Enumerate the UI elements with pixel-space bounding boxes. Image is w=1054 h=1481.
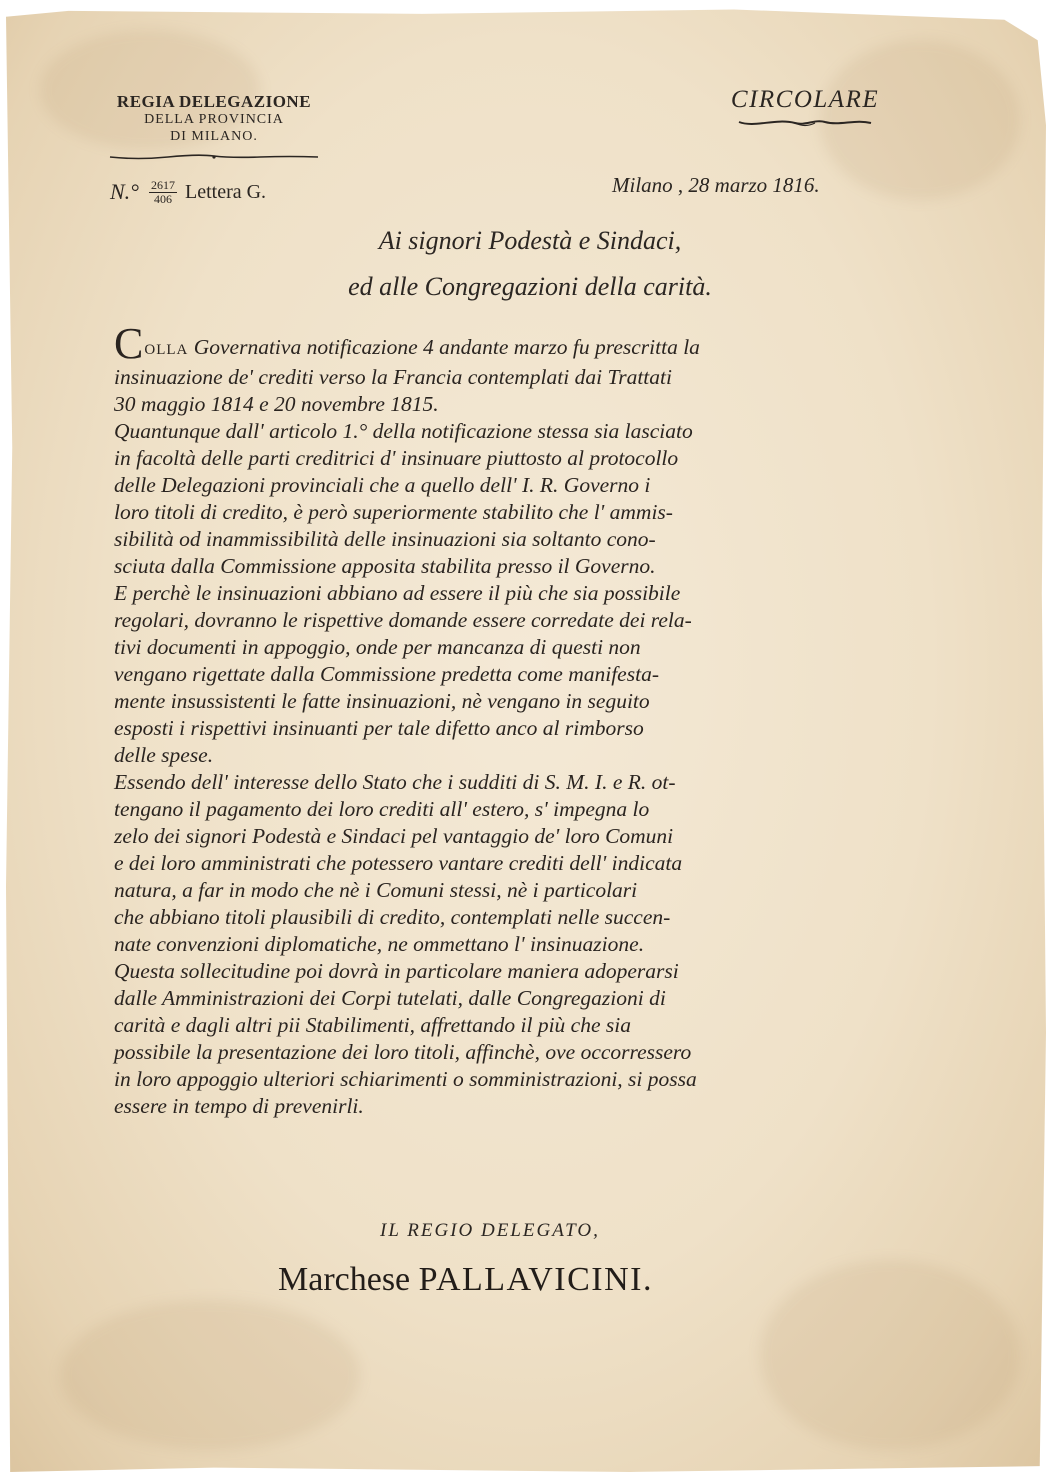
protocol-number	[110, 172, 266, 212]
office-line-3: DI MILANO.	[170, 129, 258, 144]
body-line: delle spese.	[114, 743, 214, 767]
circular-body	[114, 319, 914, 1120]
body-line: e dei loro amministrati che potessero vantare crediti dell' indicata	[114, 851, 683, 875]
place-date: Milano , 28 marzo 1816.	[612, 173, 820, 197]
place: Milano	[612, 173, 673, 197]
body-line: dalle Amministrazioni dei Corpi tutelati, dalle Congregazioni di	[114, 986, 666, 1010]
signatory-title: IL REGIO DELEGATO,	[380, 1220, 600, 1241]
body-line: tivi documenti in appoggio, onde per mancanza di questi non	[114, 635, 641, 659]
flourish-ornament	[735, 116, 875, 130]
body-line: vengano rigettate dalla Commissione predetta come manifesta-	[114, 662, 659, 686]
small-caps-word: OLLA	[144, 342, 189, 358]
paragraph-5	[114, 958, 914, 1120]
body-line: Essendo dell' interesse dello Stato che i sudditi di S. M. I. e R. ot-	[114, 770, 676, 794]
paragraph-2	[114, 418, 914, 580]
issuing-office	[108, 92, 320, 167]
address-line-1: Ai signori Podestà e Sindaci,	[378, 226, 682, 255]
body-line: esposti i rispettivi insinuanti per tale difetto anco al rimborso	[114, 716, 644, 740]
paragraph-4	[114, 769, 914, 958]
body-line: insinuazione de' crediti verso la Francia contemplati dai Trattati	[114, 365, 672, 389]
date: 28 marzo 1816.	[688, 173, 820, 197]
paper-stain	[760, 1260, 1020, 1450]
body-line: 30 maggio 1814 e 20 novembre 1815.	[114, 392, 439, 416]
number-denominator: 406	[153, 191, 172, 206]
body-line: Questa sollecitudine poi dovrà in particolare maniera adoperarsi	[114, 959, 679, 983]
body-line: che abbiano titoli plausibili di credito, contemplati nelle succen-	[114, 905, 671, 929]
body-line: natura, a far in modo che nè i Comuni stessi, nè i particolari	[114, 878, 638, 902]
number-numerator: 2617	[150, 177, 175, 192]
drop-cap: C	[114, 319, 144, 368]
office-line-2: DELLA PROVINCIA	[144, 112, 284, 127]
body-line: Quantunque dall' articolo 1.° della notificazione stessa sia lasciato	[114, 419, 693, 443]
paragraph-1	[114, 319, 914, 418]
body-line: regolari, dovranno le rispettive domande essere corredate dei rela-	[114, 608, 692, 632]
body-line: delle Delegazioni provinciali che a quello dell' I. R. Governo i	[114, 473, 651, 497]
body-line: E perchè le insinuazioni abbiano ad essere il più che sia possibile	[114, 581, 681, 605]
paper-stain	[60, 1300, 360, 1450]
body-line: loro titoli di credito, è però superiormente stabilito che l' ammis-	[114, 500, 673, 524]
number-prefix: N.°	[110, 179, 139, 204]
body-line: in loro appoggio ulteriori schiarimenti o somministrazioni, si possa	[114, 1067, 697, 1091]
signatory-given: Marchese	[278, 1261, 411, 1298]
body-line: nate convenzioni diplomatiche, ne ommettano l' insinuazione.	[114, 932, 645, 956]
body-line	[114, 319, 914, 368]
body-line: sibilità od inammissibilità delle insinuazioni sia soltanto cono-	[114, 527, 656, 551]
body-line: possibile la presentazione dei loro titoli, affinchè, ove occorressero	[114, 1040, 692, 1064]
ornamental-rule	[108, 152, 320, 162]
number-fraction	[149, 179, 177, 206]
body-line: carità e dagli altri pii Stabilimenti, affrettando il più che sia	[114, 1013, 631, 1037]
signatory-name	[278, 1261, 653, 1299]
body-line-text: Governativa notificazione 4 andante marzo fu prescritta la	[188, 335, 700, 359]
body-line: zelo dei signori Podestà e Sindaci pel vantaggio de' loro Comuni	[114, 824, 674, 848]
document-type	[720, 86, 890, 130]
body-line: tengano il pagamento dei loro crediti all' estero, s' impegna lo	[114, 797, 650, 821]
document-type-label: CIRCOLARE	[730, 86, 880, 113]
body-line: sciuta dalla Commissione apposita stabilita presso il Governo.	[114, 554, 656, 578]
body-line: in facoltà delle parti creditrici d' insinuare piuttosto al protocollo	[114, 446, 679, 470]
signatory-surname: PALLAVICINI.	[418, 1261, 653, 1298]
address-line-2: ed alle Congregazioni della carità.	[348, 272, 712, 301]
body-line: mente insussistenti le fatte insinuazioni, nè vengano in seguito	[114, 689, 650, 713]
paragraph-3	[114, 580, 914, 769]
letter-code: Lettera G.	[184, 180, 267, 203]
office-line-1: REGIA DELEGAZIONE	[116, 92, 312, 111]
body-line: essere in tempo di prevenirli.	[114, 1094, 364, 1118]
